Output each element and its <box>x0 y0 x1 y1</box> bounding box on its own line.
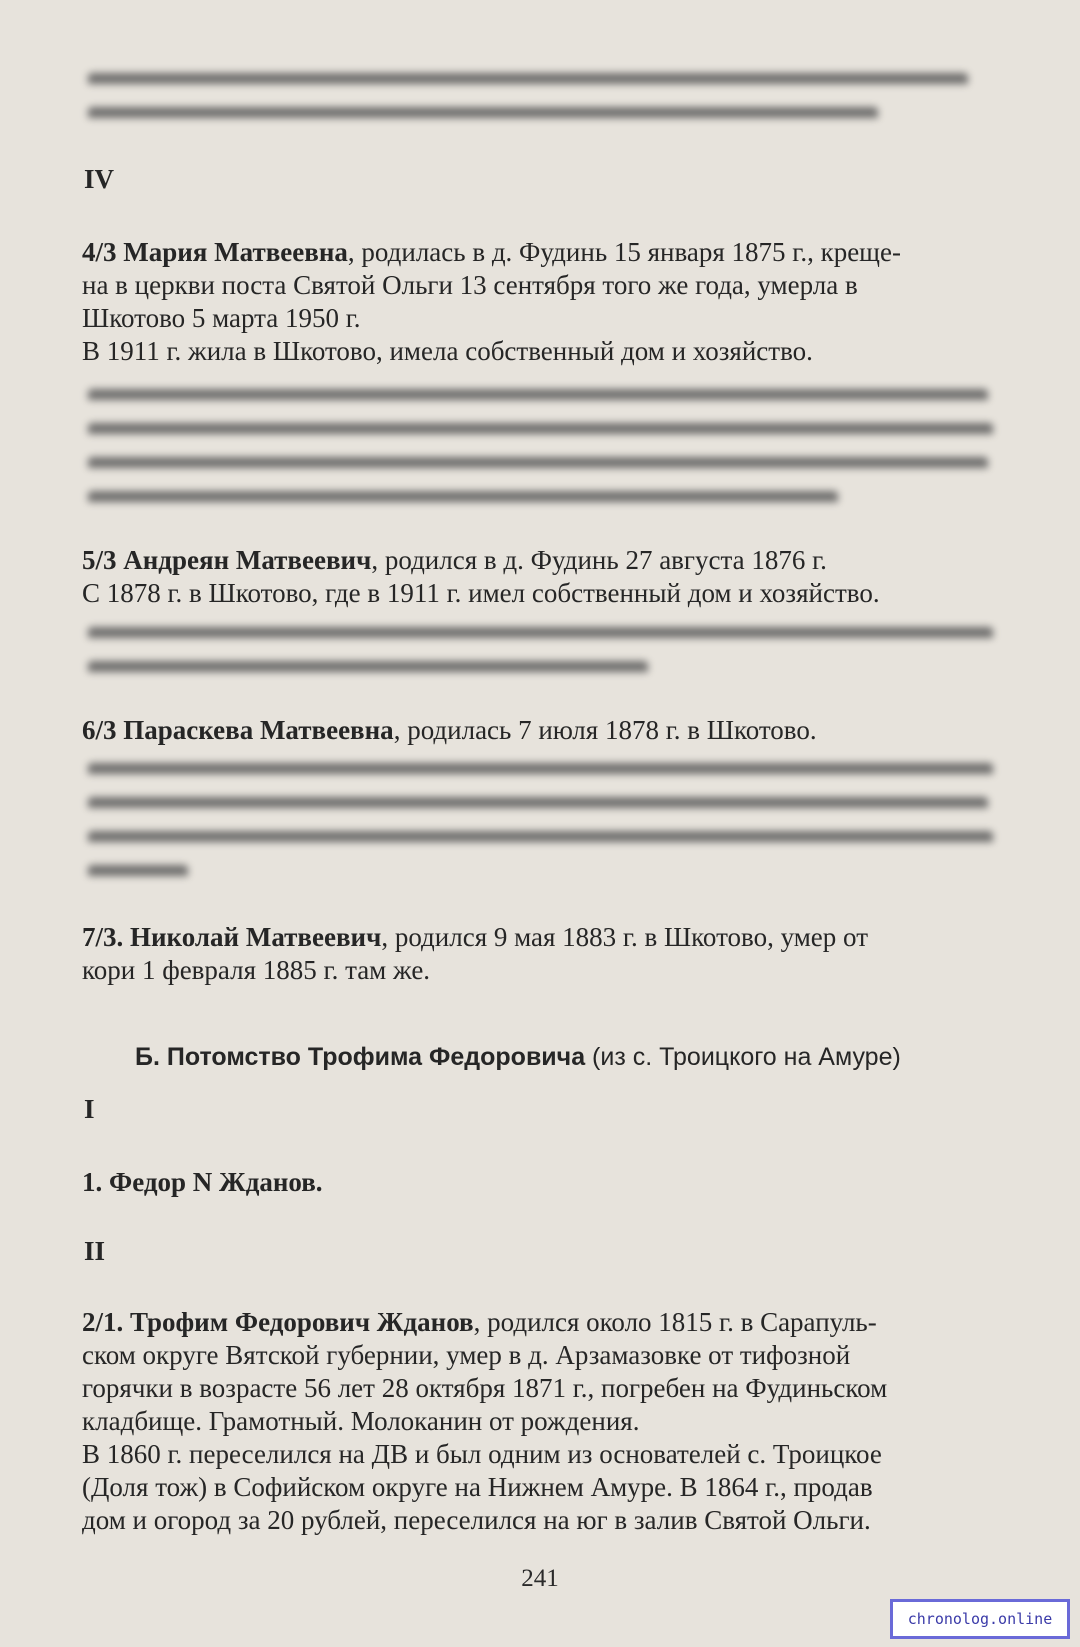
blurred-text-block-3 <box>88 616 998 684</box>
entry-5-3: 5/3 Андреян Матвеевич, родился в д. Фудинь 27 августа 1876 г. С 1878 г. в Шкотово, где в 1911 г. имел собственный дом и хозяйство. <box>82 545 880 608</box>
entry-7-3: 7/3. Николай Матвеевич, родился 9 мая 1883 г. в Шкотово, умер от кори 1 февраля 1885 г. там же. <box>82 922 868 985</box>
blurred-text-block-2 <box>88 378 998 514</box>
entry-name: 5/3 Андреян Матвеевич <box>82 545 372 575</box>
entry-name: 7/3. Николай Матвеевич <box>82 922 382 952</box>
section-roman-ii: II <box>84 1236 106 1266</box>
entry-2-1: 2/1. Трофим Федорович Жданов, родился около 1815 г. в Сарапуль- ском округе Вятской губернии, умер в д. Арзамазовке от тифозной горячки в возрасте 56 лет 28 октября 1871 г., погребен на Фудиньском кладбище. Грамотный. Молоканин от рождения. В 1860 г. переселился на ДВ и был одним из основателей с. Троицкое (Доля тож) в Софийском округе на Нижнем Амуре. В 1864 г., продав дом и огород за 20 рублей, переселился на юг в залив Святой Ольги. <box>82 1307 888 1535</box>
blurred-text-top <box>88 62 998 130</box>
entry-name: 6/3 Параскева Матвеевна <box>82 715 394 745</box>
entry-4-3: 4/3 Мария Матвеевна, родилась в д. Фудинь 15 января 1875 г., креще- на в церкви поста Святой Ольги 13 сентября того же года, умерла в Шкотово 5 марта 1950 г. В 1911 г. жила в Шкотово, имела собственный дом и хозяйство. <box>82 237 901 366</box>
blurred-text-block-4 <box>88 752 998 888</box>
entry-6-3: 6/3 Параскева Матвеевна, родилась 7 июля 1878 г. в Шкотово. <box>82 715 817 745</box>
section-heading-b: Б. Потомство Трофима Федоровича (из с. Троицкого на Амуре) <box>135 1043 901 1071</box>
entry-name: 4/3 Мария Матвеевна <box>82 237 348 267</box>
entry-1: 1. Федор N Жданов. <box>82 1167 323 1197</box>
section-roman-i: I <box>84 1094 95 1124</box>
page-number: 241 <box>521 1565 559 1592</box>
section-roman-iv: IV <box>84 164 115 194</box>
watermark-badge[interactable]: chronolog.online <box>890 1599 1070 1639</box>
entry-name: 2/1. Трофим Федорович Жданов <box>82 1307 474 1337</box>
